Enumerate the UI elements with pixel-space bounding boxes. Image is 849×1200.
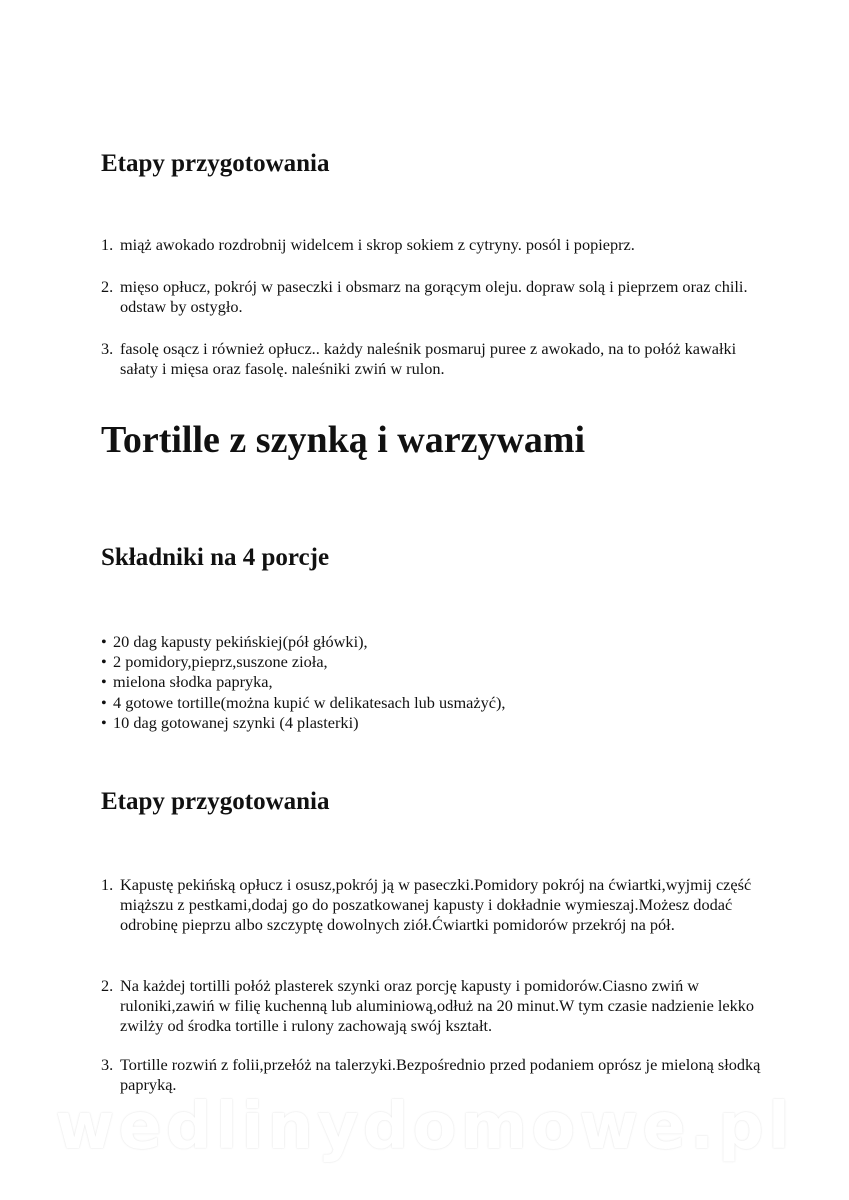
ingredient-text: 20 dag kapusty pekińskiej(pół główki), <box>113 632 368 651</box>
step-number: 1. <box>101 235 114 254</box>
step-item <box>101 976 761 1036</box>
step-item <box>101 277 761 317</box>
step-number: 2. <box>101 976 114 995</box>
ingredient-text: 4 gotowe tortille(można kupić w delikatesach lub usmażyć), <box>113 692 506 712</box>
recipe-title: Tortille z szynką i warzywami <box>101 419 586 461</box>
ingredient-text: 10 dag gotowanej szynki (4 plasterki) <box>113 712 359 732</box>
step-number: 3. <box>101 339 114 358</box>
bullet-icon: • <box>101 652 107 672</box>
list-item <box>101 632 505 652</box>
step-text: Na każdej tortilli połóż plasterek szynki oraz porcję kapusty i pomidorów.Ciasno zwiń w ruloniki,zawiń w filię kuchenną lub aluminiową,odłuż na 20 minut.W tym czasie nadzienie lekko zwilży od środka tortille i rulony zachowają swój kształt. <box>120 976 755 1035</box>
ingredients-list <box>101 632 505 733</box>
watermark: wedlinydomowe.pl <box>55 1090 794 1164</box>
list-item <box>101 672 505 692</box>
step-number: 2. <box>101 277 114 296</box>
step-text: miąż awokado rozdrobnij widelcem i skrop sokiem z cytryny. posól i popieprz. <box>120 235 635 254</box>
ingredient-text: 2 pomidory,pieprz,suszone zioła, <box>113 652 328 672</box>
bullet-icon: • <box>101 692 107 712</box>
step-number: 1. <box>101 875 114 894</box>
steps-heading: Etapy przygotowania <box>101 788 330 815</box>
step-item <box>101 339 761 379</box>
step-item <box>101 1055 761 1095</box>
bullet-icon: • <box>101 672 107 692</box>
bullet-icon: • <box>101 632 107 651</box>
bullet-icon: • <box>101 712 107 732</box>
step-text: fasolę osącz i również opłucz.. każdy naleśnik posmaruj puree z awokado, na to połóż kawałki sałaty i mięsa oraz fasolę. naleśniki zwiń w rulon. <box>120 339 737 378</box>
list-item <box>101 693 505 713</box>
steps-heading: Etapy przygotowania <box>101 150 330 177</box>
step-item <box>101 235 761 255</box>
step-text: Kapustę pekińską opłucz i osusz,pokrój ją w paseczki.Pomidory pokrój na ćwiartki,wyjmij część miąższu z pestkami,dodaj go do poszatkowanej kapusty i dokładnie wymieszaj.Możesz dodać odrobinę pieprzu albo szczyptę dowolnych ziół.Ćwiartki pomidorów przekrój na pół. <box>120 875 752 934</box>
step-text: mięso opłucz, pokrój w paseczki i obsmarz na gorącym oleju. dopraw solą i pieprzem oraz chili. odstaw by ostygło. <box>120 277 748 316</box>
ingredients-heading: Składniki na 4 porcje <box>101 544 330 571</box>
step-number: 3. <box>101 1055 114 1074</box>
list-item <box>101 713 505 733</box>
step-item <box>101 875 761 935</box>
step-text: Tortille rozwiń z folii,przełóż na talerzyki.Bezpośrednio przed podaniem oprósz je mieloną słodką papryką. <box>120 1055 761 1094</box>
ingredient-text: mielona słodka papryka, <box>113 672 273 692</box>
list-item <box>101 652 505 672</box>
